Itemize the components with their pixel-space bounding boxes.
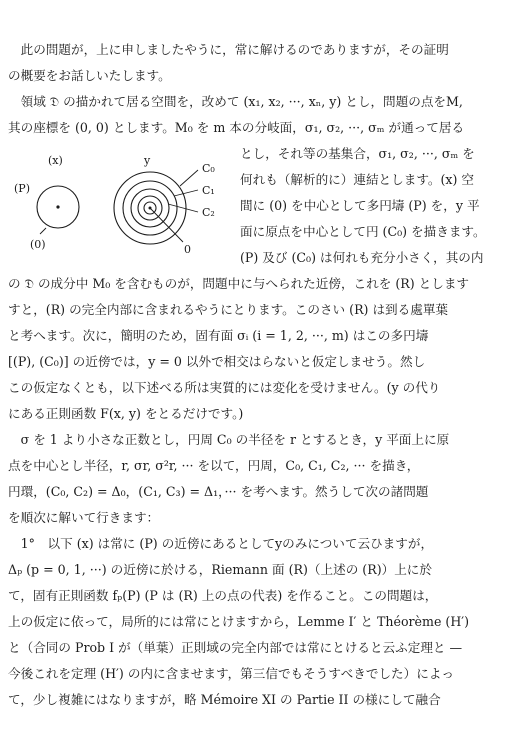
text-line: 点を中心とし半径，r, σr, σ²r, ··· を以て，円周，C₀, C₁, C₂, ··· を描き， [8, 458, 420, 473]
figure-y-label: y [144, 154, 151, 167]
text-line: て，固有正則函数 fₚ(P) (P は (R) 上の点の代表) を作ること。この問題は， [8, 588, 438, 603]
figure-c0-label: C₀ [202, 162, 215, 175]
text-line: 面に原点を中心として円 (C₀) を描きます。 [240, 224, 486, 239]
text-line: にある正則函数 F(x, y) をとるだけです。) [8, 406, 244, 421]
figure-origin-label: (0) [30, 238, 46, 251]
text-line: この仮定なくとも，以下述べる所は実質的には変化を受けません。(y の代り [8, 380, 441, 395]
center-point [56, 205, 59, 208]
text-line: 1° 以下 (x) は常に (P) の近傍にあるとしてyのみについて云ひますが， [8, 536, 434, 551]
text-line: σ を 1 より小さな正数とし，円周 C₀ の半径を r とするとき，y 平面上に原 [8, 432, 450, 447]
figure-x-label: (x) [48, 154, 63, 167]
text-line: 其の座標を (0, 0) とします。M₀ を m 本の分岐面，σ₁, σ₂, ···, σₘ が通って居る [8, 120, 465, 135]
text-line: 円環，(C₀, C₂) = Δ₀，(C₁, C₃) = Δ₁，··· を考へます。然うして次の諸問題 [8, 484, 429, 499]
text-line: 何れも（解析的に）連結とします。(x) 空 [240, 172, 475, 187]
c0-pointer [180, 170, 198, 186]
figure-zero-label: 0 [184, 243, 191, 255]
c2-pointer [168, 204, 198, 212]
figure-c2-label: C₂ [202, 206, 215, 219]
text-line: 此の問題が，上に申しましたやうに，常に解けるのでありますが，その証明 [8, 42, 449, 57]
text-line: て，少し複雑にはなりますが，略 Mémoire XI の Partie II の様にして融合 [8, 692, 441, 707]
text-line: 領域 𝔇 の描かれて居る空間を，改めて (x₁, x₂, ···, xₙ, y) とし，問題の点をM, [8, 94, 463, 109]
text-line: の概要をお話しいたします。 [8, 68, 171, 83]
text-line: の 𝔇 の成分中 M₀ を含むものが，問題中に与へられた近傍，これを (R) とします [8, 276, 470, 291]
text-line: と考へます。次に，簡明のため，固有面 σᵢ (i = 1, 2, ···, m) はこの多円壔 [8, 328, 429, 343]
text-line: を順次に解いて行きます： [8, 510, 160, 525]
text-line: Δₚ (p = 0, 1, ···) の近傍に於ける，Riemann 面 (R)（上述の (R)）上に於 [8, 562, 432, 577]
figure-c1-label: C₁ [202, 184, 215, 197]
domain-figure [8, 150, 236, 255]
text-line: とし，それ等の基集合，σ₁, σ₂, ···, σₘ を [240, 146, 475, 161]
c1-pointer [174, 190, 198, 196]
text-line: 今後これを定理 (H′) の内に含ませます，第三信でもそうすべきでした）によっ [8, 666, 455, 681]
text-line: (P) 及び (C₀) は何れも充分小さく，其の内 [240, 250, 484, 265]
text-line: と（合同の Prob I が（単葉）正則域の完全内部では常にとけると云ふ定理と — [8, 640, 463, 655]
text-line: すと，(R) の完全内部に含まれるやうにとります。このさい (R) は到る處單葉 [8, 302, 449, 317]
text-line: 上の仮定に依って，局所的には常にとけますから，Lemme I′ と Théorème (H′) [8, 614, 470, 629]
origin-line [150, 208, 183, 242]
figure-p-label: (P) [14, 182, 30, 195]
origin-pointer [40, 228, 46, 234]
text-line: [(P), (C₀)] の近傍では，y = 0 以外で相交はらないと仮定しませう。然し [8, 354, 426, 369]
text-line: 間に (0) を中心として多円壔 (P) を，y 平 [240, 198, 480, 213]
